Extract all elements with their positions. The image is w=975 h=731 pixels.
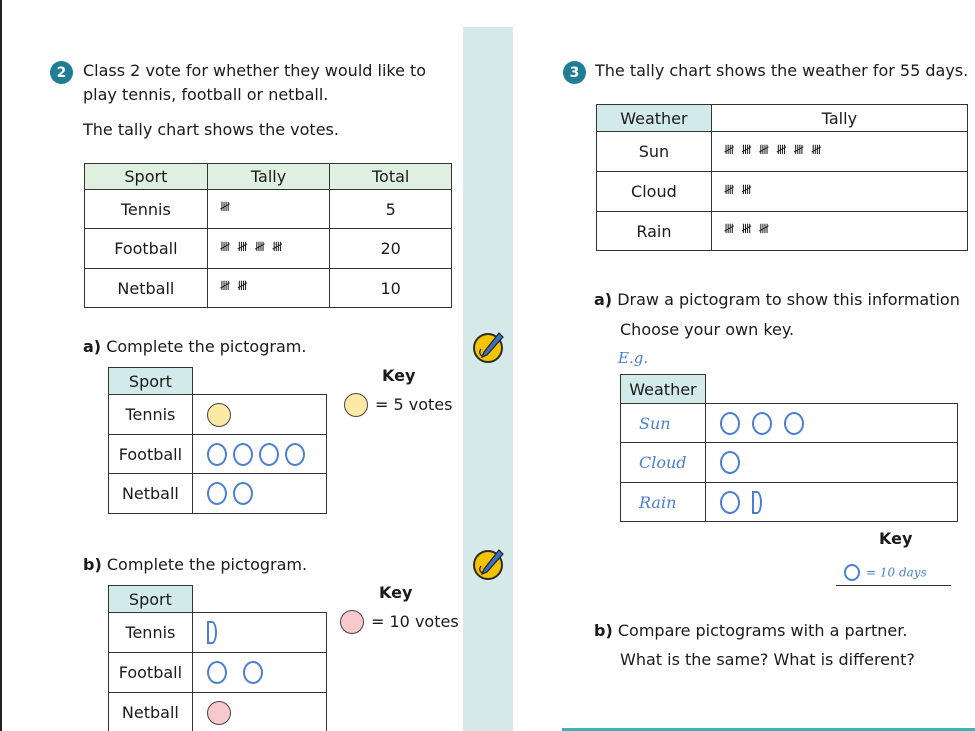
q2a-instruction <box>83 335 306 359</box>
q2b-header-sport: Sport <box>109 586 193 613</box>
q2a-pictogram <box>108 367 327 514</box>
q2a-key-title: Key <box>382 366 416 385</box>
q2a-header-sport: Sport <box>109 368 193 395</box>
hand-circle-icon <box>844 564 860 581</box>
hand-circle-icon <box>720 451 740 474</box>
q3-weather-cell: Rain <box>597 212 712 251</box>
question-3-badge: 3 <box>563 61 586 84</box>
hand-circle-icon <box>285 443 305 466</box>
hand-circle-icon <box>243 661 263 684</box>
q2-header-sport: Sport <box>85 164 208 190</box>
q2b-instruction <box>83 553 307 577</box>
table-row <box>85 190 452 229</box>
half-circle-icon <box>207 621 217 644</box>
q3-header-tally: Tally <box>711 105 967 132</box>
q3a-row-label-handwritten: Cloud <box>621 443 706 483</box>
hand-circle-icon <box>720 412 740 435</box>
q3a-symbols-cloud <box>705 443 957 483</box>
q3a-row-label-handwritten: Sun <box>621 404 706 443</box>
q2-sport-cell: Tennis <box>85 190 208 229</box>
pink-circle-icon <box>207 701 231 725</box>
q2a-label: a) <box>83 337 102 356</box>
q2b-row-label: Tennis <box>109 613 193 653</box>
q2-header-tally: Tally <box>207 164 330 190</box>
q2a-symbols-netball <box>192 474 326 514</box>
q3b-label: b) <box>594 621 613 640</box>
pencil-icon <box>473 550 503 580</box>
hand-circle-icon <box>207 482 227 505</box>
q2-tally-cell: 𝍸 𝍸 <box>207 269 330 308</box>
q3a-eg-handwritten: E.g. <box>618 349 649 367</box>
q2a-row-label: Football <box>109 435 193 474</box>
hand-circle-icon <box>720 491 740 514</box>
table-row <box>621 443 958 483</box>
q2b-row-label: Netball <box>109 693 193 731</box>
q3a-key-title: Key <box>879 529 913 548</box>
q2-tally-cell: 𝍸 <box>207 190 330 229</box>
table-row <box>621 483 958 522</box>
q3-tally-cell: 𝍸 𝍸 <box>711 172 967 212</box>
hand-circle-icon <box>207 443 227 466</box>
hand-circle-icon <box>207 661 227 684</box>
q2-tally-table <box>84 163 452 308</box>
q3a-row-label-handwritten: Rain <box>621 483 706 522</box>
q2-sport-cell: Netball <box>85 269 208 308</box>
page-left-border <box>0 0 2 731</box>
hand-circle-icon <box>752 412 772 435</box>
page-gutter <box>463 27 513 731</box>
q3a-header-weather: Weather <box>621 375 706 404</box>
table-row <box>109 693 327 731</box>
table-row <box>621 404 958 443</box>
q3-tally-cell: 𝍸 𝍸 𝍸 𝍸 𝍸 𝍸 <box>711 132 967 172</box>
table-row <box>109 395 327 435</box>
q3a-instruction <box>594 288 960 312</box>
table-row <box>597 132 968 172</box>
q2b-symbols-tennis <box>192 613 326 653</box>
q3b-line2: What is the same? What is different? <box>620 650 915 669</box>
q2-intro-line1: Class 2 vote for whether they would like to <box>83 61 427 80</box>
q2b-row-label: Football <box>109 653 193 693</box>
hand-circle-icon <box>784 412 804 435</box>
q2-total-cell: 10 <box>330 269 452 308</box>
q2b-key-title: Key <box>379 583 413 602</box>
q2a-row-label: Tennis <box>109 395 193 435</box>
table-row <box>85 269 452 308</box>
q3-weather-cell: Sun <box>597 132 712 172</box>
yellow-circle-icon <box>207 403 231 427</box>
q2b-symbols-football <box>192 653 326 693</box>
q3-tally-cell: 𝍸 𝍸 𝍸 <box>711 212 967 251</box>
q2b-pictogram <box>108 585 327 731</box>
hand-circle-icon <box>259 443 279 466</box>
q3a-key-line <box>836 562 951 586</box>
table-row <box>85 229 452 269</box>
half-circle-icon <box>752 491 762 514</box>
q2a-row-label: Netball <box>109 474 193 514</box>
q3-header-weather: Weather <box>597 105 712 132</box>
q2b-text: Complete the pictogram. <box>106 555 308 574</box>
table-row <box>597 212 968 251</box>
q2-total-cell: 20 <box>330 229 452 269</box>
hand-circle-icon <box>233 443 253 466</box>
q2b-symbols-netball <box>192 693 326 731</box>
key-yellow-circle-icon <box>344 393 368 417</box>
q2-intro-line2: play tennis, football or netball. <box>83 85 329 104</box>
q3a-line1: Draw a pictogram to show this information <box>617 290 960 309</box>
q2a-symbols-football <box>192 435 326 474</box>
q2a-key-text: = 5 votes <box>375 395 453 414</box>
q2b-key-text: = 10 votes <box>371 612 459 631</box>
table-row <box>597 172 968 212</box>
q3a-key-handwritten: = 10 days <box>866 565 927 580</box>
q3a-pictogram <box>620 374 958 522</box>
q3b-instruction <box>594 619 907 643</box>
pencil-icon <box>473 333 503 363</box>
q2a-text: Complete the pictogram. <box>106 337 307 356</box>
q2-sport-cell: Football <box>85 229 208 269</box>
q2-tally-cell: 𝍸 𝍸 𝍸 𝍸 <box>207 229 330 269</box>
q3a-symbols-sun <box>705 404 957 443</box>
key-pink-circle-icon <box>340 610 364 634</box>
question-2-badge: 2 <box>50 61 73 84</box>
table-row <box>109 653 327 693</box>
table-row <box>109 474 327 514</box>
q3a-symbols-rain <box>705 483 957 522</box>
q3a-label: a) <box>594 290 613 309</box>
q3-tally-table <box>596 104 968 251</box>
q2a-symbols-tennis <box>192 395 326 435</box>
q2b-label: b) <box>83 555 102 574</box>
table-row <box>109 435 327 474</box>
q2-header-total: Total <box>330 164 452 190</box>
q3-weather-cell: Cloud <box>597 172 712 212</box>
table-row <box>109 613 327 653</box>
q2-intro-line3: The tally chart shows the votes. <box>83 120 339 139</box>
q2-total-cell: 5 <box>330 190 452 229</box>
q3b-line1: Compare pictograms with a partner. <box>617 621 908 640</box>
q3-intro: The tally chart shows the weather for 55 days. <box>595 61 969 80</box>
q3a-line2: Choose your own key. <box>620 320 795 339</box>
hand-circle-icon <box>233 482 253 505</box>
